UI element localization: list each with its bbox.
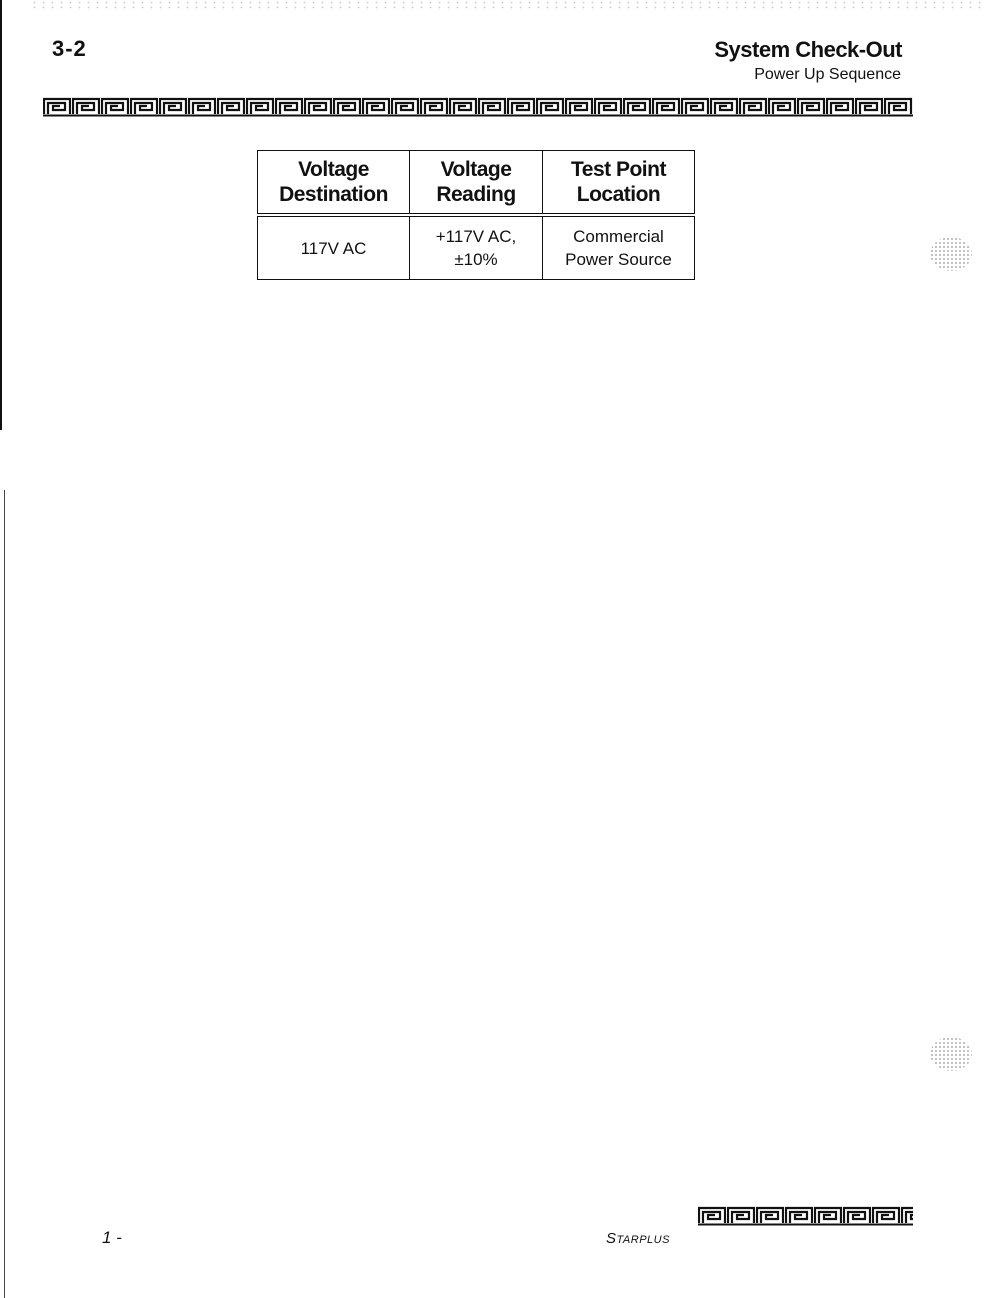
header-line: Destination: [279, 183, 388, 206]
table-header-row: [258, 151, 695, 216]
cell-line: +117V AC,: [435, 227, 517, 246]
brand-rest: TARPLUS: [616, 1234, 670, 1246]
cell-destination: 117V AC: [258, 215, 410, 280]
header-line: Reading: [436, 183, 516, 206]
section-title: System Check-Out: [714, 37, 902, 62]
cell-line: Power Source: [565, 250, 672, 269]
cell-line: Commercial: [573, 227, 664, 246]
cell-reading: [410, 215, 543, 280]
footer-brand: [606, 1230, 670, 1247]
cell-location: [543, 215, 695, 280]
brand-initial: S: [606, 1230, 617, 1247]
binding-line-upper: [0, 0, 2, 430]
header-line: Location: [576, 183, 661, 206]
greek-key-border-footer: [698, 1206, 913, 1226]
punch-hole-mark-lower: [930, 1037, 972, 1071]
punch-hole-mark-upper: [930, 237, 972, 271]
table-row: [258, 215, 695, 280]
column-header-location: [543, 151, 695, 216]
section-subtitle: Power Up Sequence: [754, 66, 901, 83]
column-header-destination: [258, 151, 410, 216]
scan-speckle: [30, 0, 985, 10]
footer-page-ref: 1 -: [102, 1228, 122, 1247]
page-number: 3-2: [52, 36, 87, 61]
column-header-reading: [410, 151, 543, 216]
voltage-test-table: [257, 150, 695, 280]
header-line: Voltage: [440, 158, 512, 181]
greek-key-border-top: [43, 97, 913, 117]
header-line: Voltage: [298, 158, 369, 181]
binding-line-lower: [4, 490, 5, 1298]
header-line: Test Point: [571, 158, 666, 181]
cell-line: ±10%: [454, 250, 498, 269]
